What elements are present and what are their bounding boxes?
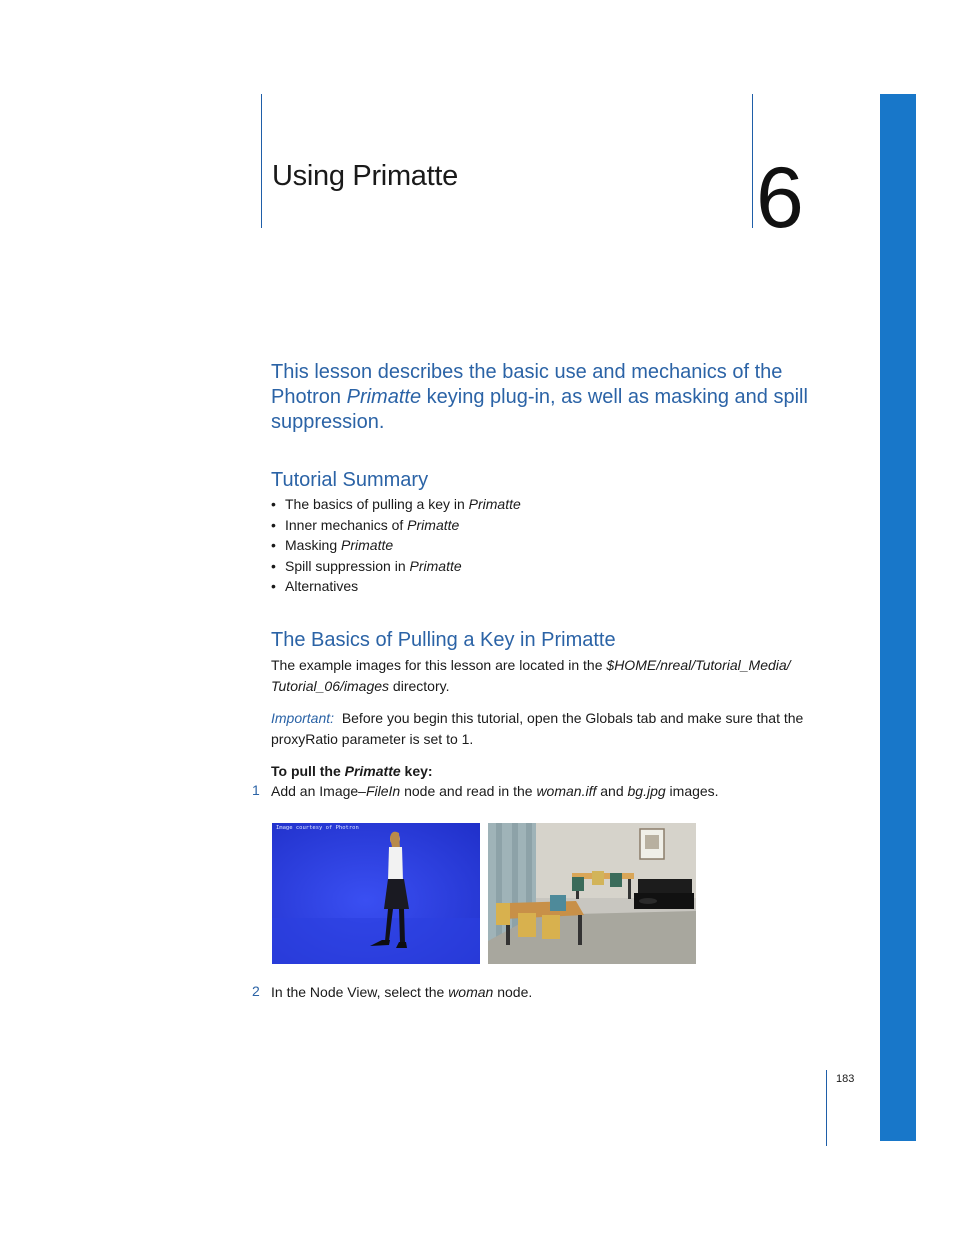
step-number: 1 (252, 782, 260, 798)
intro-text-2: keying plug-in, as well as masking and spill suppression. (271, 386, 808, 433)
important-note (271, 708, 831, 749)
list-item-text: Spill suppression in (285, 557, 410, 574)
basics-paragraph (271, 655, 831, 696)
room-illustration (488, 823, 696, 964)
list-item (271, 515, 671, 536)
list-item (271, 556, 671, 577)
chapter-number-rule (752, 94, 753, 228)
step-text: Add an Image– (271, 783, 366, 799)
page-number-rule (826, 1070, 827, 1146)
list-item (271, 535, 671, 556)
list-item-text: The basics of pulling a key in (285, 496, 469, 512)
para-path: $HOME/nreal/Tutorial_Media/ (606, 657, 791, 673)
task-text: key: (400, 763, 433, 779)
list-item (271, 576, 671, 597)
important-label: Important: (271, 710, 335, 726)
step-2-text (271, 982, 831, 1003)
step-italic: bg.jpg (627, 783, 666, 799)
step-text: In the Node View, select the (271, 984, 449, 1000)
para-path: Tutorial_06/images (271, 677, 390, 694)
chapter-number: 6 (756, 150, 804, 246)
list-item-text: Inner mechanics of (285, 516, 408, 533)
step-text: and (596, 783, 628, 799)
step-text: node and read in the (400, 783, 537, 799)
step-text: images. (665, 783, 719, 799)
intro-text-1: This lesson describes the basic use and mechanics of the Photron (271, 361, 783, 408)
step-number: 2 (252, 983, 260, 999)
list-item-text: Masking (285, 537, 342, 553)
step-italic: FileIn (365, 783, 401, 799)
step-italic: woman (448, 984, 494, 1000)
intro-paragraph (271, 360, 811, 435)
list-item-text: Alternatives (285, 578, 359, 594)
chapter-sidebar-tab (880, 94, 916, 1141)
task-italic: Primatte (344, 763, 401, 779)
list-item-italic: Primatte (341, 537, 394, 553)
step-1-text (271, 781, 831, 802)
list-item-italic: Primatte (409, 557, 462, 574)
woman-image (272, 823, 480, 964)
chapter-title: Using Primatte (272, 160, 458, 192)
important-text: Before you begin this tutorial, open the Globals tab and make sure that the proxyRatio parameter is set to 1. (271, 710, 804, 747)
tutorial-summary-list (271, 494, 671, 597)
chapter-title-rule (261, 94, 262, 228)
page-number: 183 (836, 1073, 855, 1085)
para-text: directory. (389, 677, 450, 694)
image-caption: Image courtesy of Photron (276, 825, 359, 831)
task-text: To pull the (271, 763, 345, 779)
background-image (488, 823, 696, 964)
step-italic: woman.iff (536, 783, 597, 799)
intro-italic: Primatte (346, 386, 422, 408)
para-text: The example images for this lesson are located in the (271, 657, 607, 673)
list-item (271, 494, 671, 515)
task-heading (271, 761, 433, 782)
woman-bluescreen-illustration (272, 823, 480, 964)
basics-heading: The Basics of Pulling a Key in Primatte (271, 629, 616, 651)
list-item-italic: Primatte (407, 516, 460, 533)
step-text: node. (493, 984, 533, 1000)
tutorial-summary-heading: Tutorial Summary (271, 469, 429, 491)
list-item-italic: Primatte (468, 496, 521, 512)
